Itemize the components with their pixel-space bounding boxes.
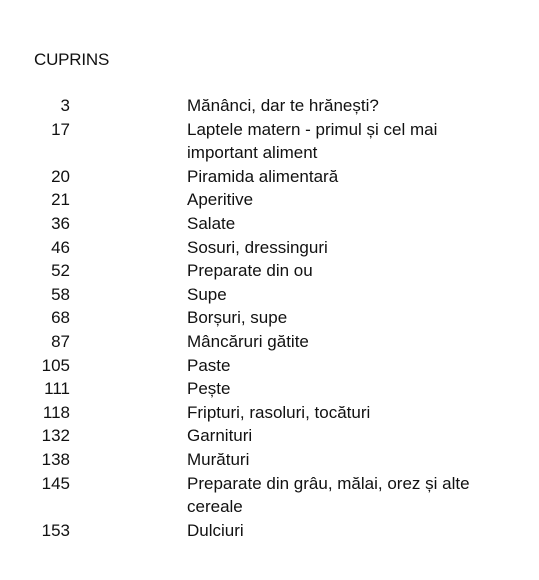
page-title: CUPRINS [34,50,110,69]
toc-page-number: 36 [51,213,70,233]
toc-entry-title: Preparate din grâu, mălai, orez și alte cereale [187,473,470,517]
toc-entry-title: Paste [187,355,231,375]
toc-entry [0,330,539,354]
toc-page-number: 58 [51,284,70,304]
toc-entry [0,472,539,519]
toc-entry [0,354,539,378]
toc-page-number: 21 [51,190,70,210]
toc-page-number: 20 [51,166,70,186]
toc-page-number: 111 [44,379,70,399]
toc-entry-title: Mâncăruri gătite [187,331,309,351]
toc-entry [0,377,539,401]
toc-entry-title: Dulciuri [187,520,244,540]
toc-entry-title: Borșuri, supe [187,308,288,328]
toc-page-number: 118 [42,402,70,422]
toc-entry [0,448,539,472]
toc-page-number: 68 [51,308,70,328]
toc-entry [0,236,539,260]
toc-entry-title: Piramida alimentară [187,166,339,186]
toc-entry [0,94,539,118]
toc-entry-title: Supe [187,284,227,304]
toc-entry [0,519,539,543]
toc-page-number: 87 [51,331,70,351]
toc-page-number: 132 [41,426,70,446]
toc-entry-title: Laptele matern - primul și cel mai important aliment [187,119,438,163]
toc-page-number: 138 [41,449,70,469]
toc-entry [0,283,539,307]
toc-entry [0,306,539,330]
table-of-contents [0,94,539,542]
toc-page-number: 17 [51,119,70,139]
toc-entry [0,118,539,165]
toc-entry-title: Mănânci, dar te hrănești? [187,96,379,115]
toc-page-number: 46 [51,237,70,257]
toc-entry-title: Fripturi, rasoluri, tocături [187,402,371,422]
toc-page-number: 52 [51,261,70,281]
toc-entry [0,212,539,236]
toc-page-number: 153 [41,520,70,540]
toc-page-number: 105 [41,355,70,375]
toc-page-number: 3 [60,96,70,115]
toc-entry-title: Salate [187,213,236,233]
toc-entry [0,188,539,212]
toc-entry [0,424,539,448]
toc-page-number: 145 [41,473,70,493]
toc-entry [0,401,539,425]
toc-entry [0,165,539,189]
toc-entry-title: Garnituri [187,426,253,446]
toc-entry-title: Aperitive [187,190,254,210]
toc-entry-title: Murături [187,449,250,469]
toc-entry-title: Preparate din ou [187,261,313,281]
toc-entry [0,259,539,283]
toc-entry-title: Pește [187,379,231,399]
toc-entry-title: Sosuri, dressinguri [187,237,328,257]
